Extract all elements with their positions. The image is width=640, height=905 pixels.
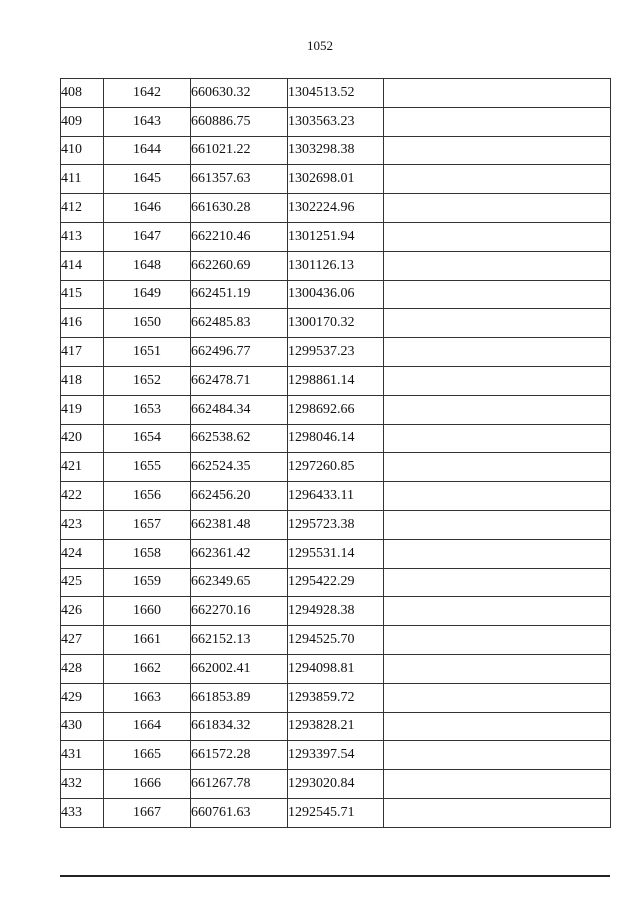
note-cell — [384, 770, 611, 799]
note-cell — [384, 712, 611, 741]
note-cell — [384, 194, 611, 223]
page-number: 1052 — [307, 38, 333, 53]
point-id-cell: 1647 — [104, 222, 191, 251]
y-coordinate-cell: 1293397.54 — [288, 741, 384, 770]
note-cell — [384, 79, 611, 108]
table-row — [61, 453, 611, 482]
note-cell — [384, 741, 611, 770]
row-number-cell: 416 — [61, 309, 104, 338]
point-id-cell: 1652 — [104, 366, 191, 395]
table-row — [61, 338, 611, 367]
x-coordinate-cell: 662210.46 — [191, 222, 288, 251]
table-row — [61, 194, 611, 223]
point-id-cell: 1642 — [104, 79, 191, 108]
table-row — [61, 539, 611, 568]
y-coordinate-cell: 1297260.85 — [288, 453, 384, 482]
row-number-cell: 427 — [61, 626, 104, 655]
table-row — [61, 395, 611, 424]
row-number-cell: 418 — [61, 366, 104, 395]
point-id-cell: 1644 — [104, 136, 191, 165]
note-cell — [384, 366, 611, 395]
x-coordinate-cell: 662485.83 — [191, 309, 288, 338]
row-number-cell: 410 — [61, 136, 104, 165]
point-id-cell: 1645 — [104, 165, 191, 194]
y-coordinate-cell: 1295422.29 — [288, 568, 384, 597]
y-coordinate-cell: 1300170.32 — [288, 309, 384, 338]
row-number-cell: 417 — [61, 338, 104, 367]
row-number-cell: 423 — [61, 510, 104, 539]
table-body — [61, 79, 611, 828]
x-coordinate-cell: 662349.65 — [191, 568, 288, 597]
y-coordinate-cell: 1300436.06 — [288, 280, 384, 309]
x-coordinate-cell: 662484.34 — [191, 395, 288, 424]
table-row — [61, 366, 611, 395]
table-row — [61, 712, 611, 741]
y-coordinate-cell: 1294525.70 — [288, 626, 384, 655]
point-id-cell: 1650 — [104, 309, 191, 338]
note-cell — [384, 798, 611, 827]
table-row — [61, 424, 611, 453]
point-id-cell: 1663 — [104, 683, 191, 712]
note-cell — [384, 510, 611, 539]
x-coordinate-cell: 661834.32 — [191, 712, 288, 741]
note-cell — [384, 107, 611, 136]
y-coordinate-cell: 1298861.14 — [288, 366, 384, 395]
y-coordinate-cell: 1292545.71 — [288, 798, 384, 827]
x-coordinate-cell: 662524.35 — [191, 453, 288, 482]
row-number-cell: 426 — [61, 597, 104, 626]
table-row — [61, 165, 611, 194]
table-row — [61, 309, 611, 338]
x-coordinate-cell: 661630.28 — [191, 194, 288, 223]
point-id-cell: 1666 — [104, 770, 191, 799]
point-id-cell: 1660 — [104, 597, 191, 626]
table-row — [61, 626, 611, 655]
table-row — [61, 798, 611, 827]
row-number-cell: 413 — [61, 222, 104, 251]
point-id-cell: 1654 — [104, 424, 191, 453]
note-cell — [384, 683, 611, 712]
point-id-cell: 1656 — [104, 482, 191, 511]
row-number-cell: 419 — [61, 395, 104, 424]
note-cell — [384, 597, 611, 626]
table-row — [61, 222, 611, 251]
y-coordinate-cell: 1301126.13 — [288, 251, 384, 280]
point-id-cell: 1649 — [104, 280, 191, 309]
x-coordinate-cell: 662152.13 — [191, 626, 288, 655]
x-coordinate-cell: 662451.19 — [191, 280, 288, 309]
row-number-cell: 424 — [61, 539, 104, 568]
row-number-cell: 411 — [61, 165, 104, 194]
note-cell — [384, 482, 611, 511]
x-coordinate-cell: 662456.20 — [191, 482, 288, 511]
y-coordinate-cell: 1298692.66 — [288, 395, 384, 424]
x-coordinate-cell: 660761.63 — [191, 798, 288, 827]
x-coordinate-cell: 662270.16 — [191, 597, 288, 626]
x-coordinate-cell: 661357.63 — [191, 165, 288, 194]
row-number-cell: 422 — [61, 482, 104, 511]
note-cell — [384, 309, 611, 338]
note-cell — [384, 165, 611, 194]
table-row — [61, 136, 611, 165]
table-row — [61, 683, 611, 712]
note-cell — [384, 568, 611, 597]
row-number-cell: 432 — [61, 770, 104, 799]
table-row — [61, 568, 611, 597]
row-number-cell: 414 — [61, 251, 104, 280]
footer-rule — [60, 875, 610, 877]
row-number-cell: 420 — [61, 424, 104, 453]
note-cell — [384, 424, 611, 453]
x-coordinate-cell: 662002.41 — [191, 654, 288, 683]
x-coordinate-cell: 662381.48 — [191, 510, 288, 539]
point-id-cell: 1655 — [104, 453, 191, 482]
note-cell — [384, 338, 611, 367]
point-id-cell: 1646 — [104, 194, 191, 223]
note-cell — [384, 539, 611, 568]
point-id-cell: 1643 — [104, 107, 191, 136]
note-cell — [384, 222, 611, 251]
point-id-cell: 1651 — [104, 338, 191, 367]
y-coordinate-cell: 1303563.23 — [288, 107, 384, 136]
x-coordinate-cell: 662496.77 — [191, 338, 288, 367]
table-row — [61, 597, 611, 626]
x-coordinate-cell: 660630.32 — [191, 79, 288, 108]
table-row — [61, 741, 611, 770]
note-cell — [384, 280, 611, 309]
row-number-cell: 408 — [61, 79, 104, 108]
y-coordinate-cell: 1293859.72 — [288, 683, 384, 712]
x-coordinate-cell: 662361.42 — [191, 539, 288, 568]
x-coordinate-cell: 661267.78 — [191, 770, 288, 799]
y-coordinate-cell: 1295531.14 — [288, 539, 384, 568]
x-coordinate-cell: 662478.71 — [191, 366, 288, 395]
x-coordinate-cell: 662538.62 — [191, 424, 288, 453]
x-coordinate-cell: 662260.69 — [191, 251, 288, 280]
table-row — [61, 251, 611, 280]
row-number-cell: 425 — [61, 568, 104, 597]
y-coordinate-cell: 1293828.21 — [288, 712, 384, 741]
table-row — [61, 654, 611, 683]
note-cell — [384, 453, 611, 482]
y-coordinate-cell: 1304513.52 — [288, 79, 384, 108]
row-number-cell: 412 — [61, 194, 104, 223]
row-number-cell: 430 — [61, 712, 104, 741]
y-coordinate-cell: 1294928.38 — [288, 597, 384, 626]
row-number-cell: 433 — [61, 798, 104, 827]
table-row — [61, 107, 611, 136]
y-coordinate-cell: 1299537.23 — [288, 338, 384, 367]
row-number-cell: 428 — [61, 654, 104, 683]
y-coordinate-cell: 1302224.96 — [288, 194, 384, 223]
point-id-cell: 1648 — [104, 251, 191, 280]
point-id-cell: 1667 — [104, 798, 191, 827]
point-id-cell: 1659 — [104, 568, 191, 597]
row-number-cell: 421 — [61, 453, 104, 482]
y-coordinate-cell: 1302698.01 — [288, 165, 384, 194]
point-id-cell: 1657 — [104, 510, 191, 539]
y-coordinate-cell: 1298046.14 — [288, 424, 384, 453]
note-cell — [384, 395, 611, 424]
row-number-cell: 409 — [61, 107, 104, 136]
y-coordinate-cell: 1293020.84 — [288, 770, 384, 799]
x-coordinate-cell: 661572.28 — [191, 741, 288, 770]
note-cell — [384, 251, 611, 280]
table-row — [61, 770, 611, 799]
table-row — [61, 482, 611, 511]
row-number-cell: 429 — [61, 683, 104, 712]
point-id-cell: 1661 — [104, 626, 191, 655]
point-id-cell: 1658 — [104, 539, 191, 568]
row-number-cell: 431 — [61, 741, 104, 770]
y-coordinate-cell: 1295723.38 — [288, 510, 384, 539]
x-coordinate-cell: 661021.22 — [191, 136, 288, 165]
y-coordinate-cell: 1303298.38 — [288, 136, 384, 165]
point-id-cell: 1653 — [104, 395, 191, 424]
y-coordinate-cell: 1294098.81 — [288, 654, 384, 683]
y-coordinate-cell: 1301251.94 — [288, 222, 384, 251]
y-coordinate-cell: 1296433.11 — [288, 482, 384, 511]
row-number-cell: 415 — [61, 280, 104, 309]
table-row — [61, 510, 611, 539]
coordinates-table — [60, 78, 611, 828]
x-coordinate-cell: 661853.89 — [191, 683, 288, 712]
note-cell — [384, 654, 611, 683]
note-cell — [384, 136, 611, 165]
table-row — [61, 280, 611, 309]
table-row — [61, 79, 611, 108]
point-id-cell: 1664 — [104, 712, 191, 741]
point-id-cell: 1662 — [104, 654, 191, 683]
point-id-cell: 1665 — [104, 741, 191, 770]
note-cell — [384, 626, 611, 655]
x-coordinate-cell: 660886.75 — [191, 107, 288, 136]
